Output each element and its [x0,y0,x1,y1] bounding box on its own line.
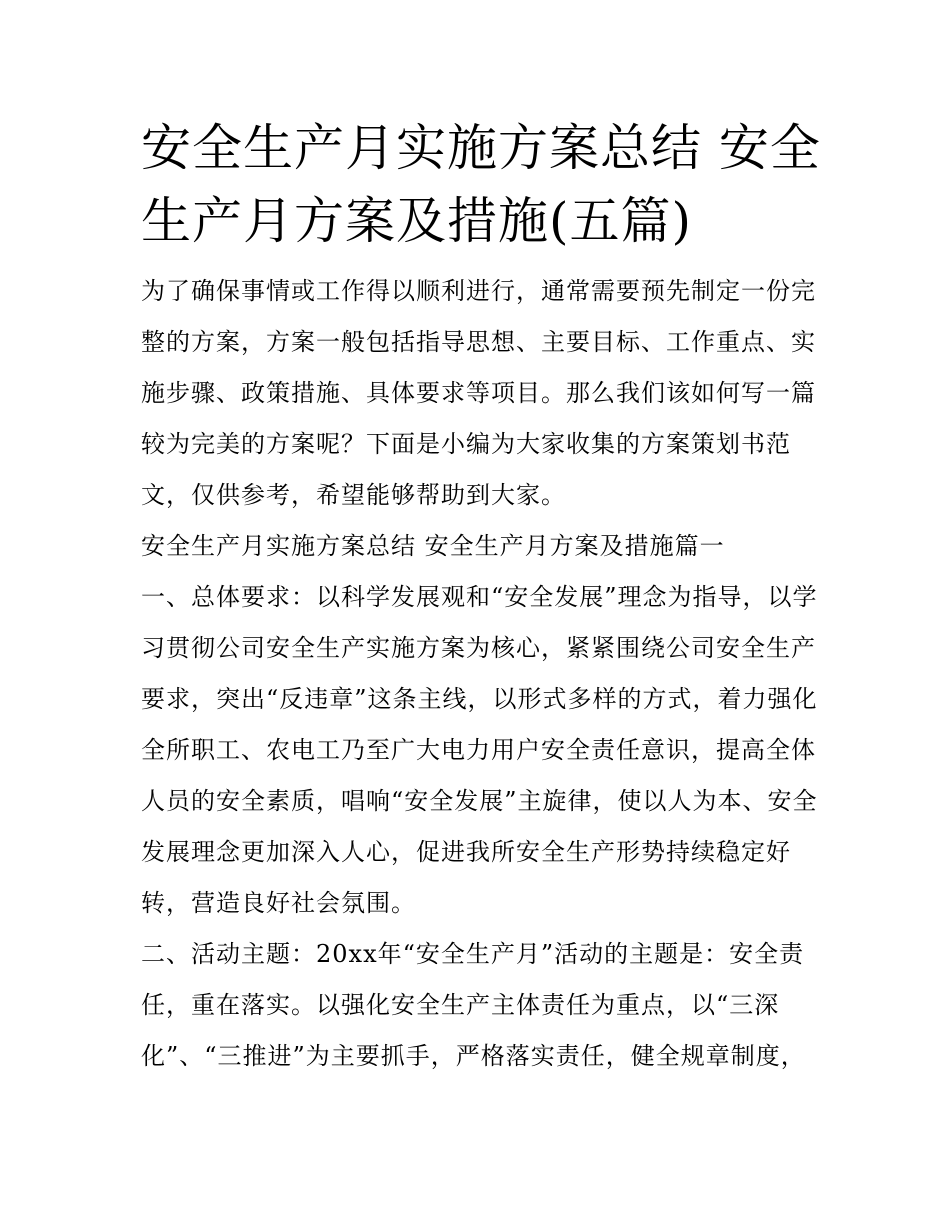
document-title: 安全生产月实施方案总结 安全生产月方案及措施(五篇) [141,119,821,250]
paragraph-activity-theme: 二、活动主题：20xx年“安全生产月”活动的主题是：安全责任，重在落实。以强化安全生产主体责任为重点，以“三深化”、“三推进”为主要抓手，严格落实责任，健全规章制度， [141,940,806,1070]
section-heading: 安全生产月实施方案总结 安全生产月方案及措施篇一 [141,532,725,560]
intro-paragraph: 为了确保事情或工作得以顺利进行，通常需要预先制定一份完整的方案，方案一般包括指导思想、主要目标、工作重点、实施步骤、政策措施、具体要求等项目。那么我们该如何写一篇较为完美的方案呢？下面是小编为大家收集的方案策划书范文，仅供参考，希望能够帮助到大家。 [141,277,816,509]
paragraph-general-requirements: 一、总体要求：以科学发展观和“安全发展”理念为指导，以学习贯彻公司安全生产实施方案为核心，紧紧围绕公司安全生产要求，突出“反违章”这条主线，以形式多样的方式，着力强化全所职工、农电工乃至广大电力用户安全责任意识，提高全体人员的安全素质，唱响“安全发展”主旋律，使以人为本、安全发展理念更加深入人心，促进我所安全生产形势持续稳定好转，营造良好社会氛围。 [141,583,818,917]
document-page [141,112,821,1082]
